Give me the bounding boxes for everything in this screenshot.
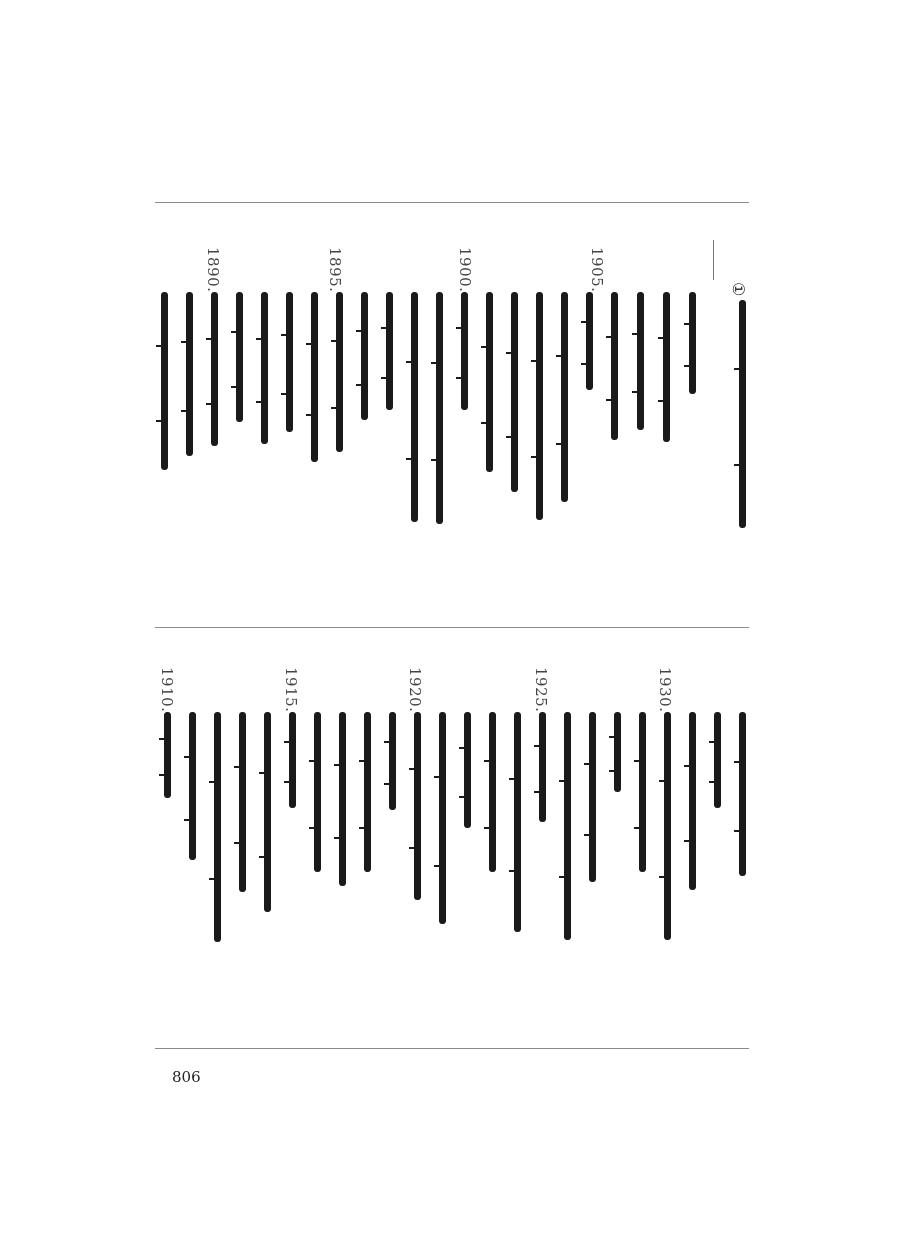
script-line [564, 712, 571, 940]
script-line [489, 712, 496, 872]
script-line [161, 292, 168, 470]
script-line [714, 712, 721, 808]
footnote-separator [713, 240, 714, 280]
script-line [514, 712, 521, 932]
script-line [589, 712, 596, 882]
script-line [614, 712, 621, 792]
script-line [539, 712, 546, 822]
script-line [211, 292, 218, 446]
script-line [389, 712, 396, 810]
script-line [639, 712, 646, 872]
script-line [164, 712, 171, 798]
line-number-1890: 1890. [204, 247, 222, 293]
footnote-marker: ① [729, 282, 748, 297]
script-line [561, 292, 568, 502]
line-number-1920: 1920. [406, 667, 424, 713]
script-line [739, 300, 746, 528]
bottom-rule [155, 1048, 749, 1049]
script-line [637, 292, 644, 430]
script-line [314, 712, 321, 872]
line-number-1925: 1925. [532, 667, 550, 713]
script-line [436, 292, 443, 524]
script-line [663, 292, 670, 442]
script-line [439, 712, 446, 924]
middle-rule [155, 627, 749, 628]
script-line [689, 292, 696, 394]
script-line [664, 712, 671, 940]
script-line [414, 712, 421, 900]
script-line [261, 292, 268, 444]
line-number-1930: 1930. [656, 667, 674, 713]
script-line [239, 712, 246, 892]
line-number-1910: 1910. [158, 667, 176, 713]
page-number: 806 [172, 1068, 201, 1086]
script-line [311, 292, 318, 462]
line-number-1905: 1905. [588, 247, 606, 293]
script-line [336, 292, 343, 452]
script-line [586, 292, 593, 390]
line-number-1895: 1895. [326, 247, 344, 293]
script-line [511, 292, 518, 492]
top-rule [155, 202, 749, 203]
script-line [486, 292, 493, 472]
line-number-1900: 1900. [456, 247, 474, 293]
script-line [364, 712, 371, 872]
script-line [264, 712, 271, 912]
script-line [186, 292, 193, 456]
script-line [739, 712, 746, 876]
script-line [464, 712, 471, 828]
script-line [461, 292, 468, 410]
script-line [411, 292, 418, 522]
script-line [536, 292, 543, 520]
script-line [214, 712, 221, 942]
script-line [236, 292, 243, 422]
script-line [386, 292, 393, 410]
script-line [361, 292, 368, 420]
line-number-1915: 1915. [282, 667, 300, 713]
script-line [339, 712, 346, 886]
script-line [611, 292, 618, 440]
script-line [289, 712, 296, 808]
script-line [286, 292, 293, 432]
script-line [189, 712, 196, 860]
script-line [689, 712, 696, 890]
